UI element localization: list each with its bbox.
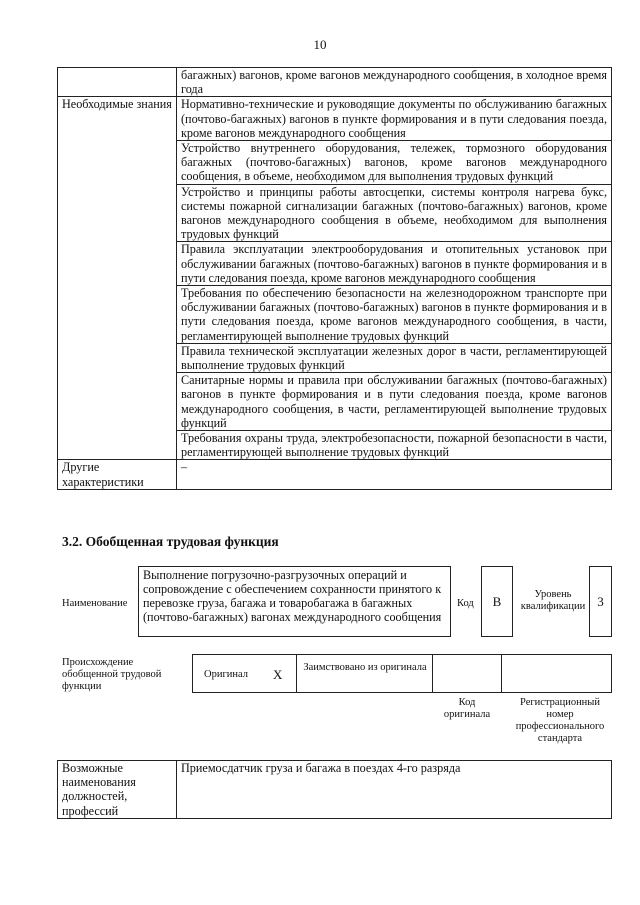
code-original-cell — [432, 654, 502, 693]
knowledge-item: Устройство и принципы работы автосцепки, системы контроля нагрева букс, системы пожарной сигнализации багажных (почтово-багажных) вагонов, кроме вагонов международного сообщения в объеме, необходимом для выполнения трудовых функций — [177, 184, 612, 242]
table-row — [58, 97, 612, 141]
original-mark: X — [273, 667, 283, 682]
table-row — [58, 460, 612, 489]
code-label: Код — [457, 598, 474, 609]
table-row — [58, 761, 612, 819]
professions-value: Приемосдатчик груза и багажа в поездах 4-го разряда — [177, 761, 612, 819]
knowledge-label: Необходимые знания — [58, 97, 177, 460]
other-value: – — [177, 460, 612, 489]
knowledge-item: Правила технической эксплуатации железных дорог в части, регламентирующей выполнение трудовых функций — [177, 343, 612, 372]
borrowed-label: Заимствовано из оригинала — [303, 662, 427, 673]
page-number: 10 — [313, 37, 327, 52]
code-value: B — [481, 566, 513, 637]
continuation-cell: багажных) вагонов, кроме вагонов международного сообщения, в холодное время года — [177, 68, 612, 97]
knowledge-item: Санитарные нормы и правила при обслуживании багажных (почтово-багажных) вагонов в пункте формирования и в пути следования поезда, кроме вагонов международного сообщения, в части, регламентирующей выполнение трудовых функций — [177, 373, 612, 431]
table-row — [58, 68, 612, 97]
name-label: Наименование — [62, 598, 128, 609]
knowledge-item: Требования охраны труда, электробезопасности, пожарной безопасности в части, регламентирующей выполнение трудовых функций — [177, 431, 612, 460]
reg-number-label: Регистрационный номер профессионального стандарта — [515, 697, 605, 744]
other-label: Другие характеристики — [58, 460, 177, 489]
section-title: 3.2. Обобщенная трудовая функция — [62, 534, 279, 549]
knowledge-item: Правила эксплуатации электрооборудования и отопительных установок при обслуживании багажных (почтово-багажных) вагонов в пункте формирования и в пути следования поезда, кроме вагонов международного сообщения — [177, 242, 612, 286]
code-original-label: Код оригинала — [443, 697, 491, 720]
knowledge-table — [57, 67, 612, 490]
level-label: Уровень квалификации — [520, 589, 586, 612]
origin-label: Происхождение обобщенной трудовой функции — [62, 657, 162, 692]
knowledge-item: Устройство внутреннего оборудования, тележек, тормозного оборудования багажных (почтово-багажных) вагонов, кроме вагонов международного сообщения, в объеме, необходимом для выполнения трудовых функций — [177, 141, 612, 185]
level-value: 3 — [589, 566, 612, 637]
knowledge-item: Нормативно-технические и руководящие документы по обслуживанию багажных (почтово-багажных) вагонов в пункте формирования и в пути следования поезда, кроме вагонов международного сообщения — [177, 97, 612, 141]
professions-table — [57, 760, 612, 819]
professions-label: Возможные наименования должностей, профессий — [58, 761, 177, 819]
function-name-box: Выполнение погрузочно-разгрузочных операций и сопровождение с обеспечением сохранности принятого к перевозке груза, багажа и товаробагажа в багажных (почтово-багажных) вагонах международного сообщения — [138, 566, 451, 637]
knowledge-item: Требования по обеспечению безопасности на железнодорожном транспорте при обслуживании багажных (почтово-багажных) вагонов в пункте формирования и в пути следования поезда, кроме вагонов международного сообщения, в части, регламентирующей выполнение трудовых функций — [177, 286, 612, 344]
original-label: Оригинал — [204, 669, 248, 680]
